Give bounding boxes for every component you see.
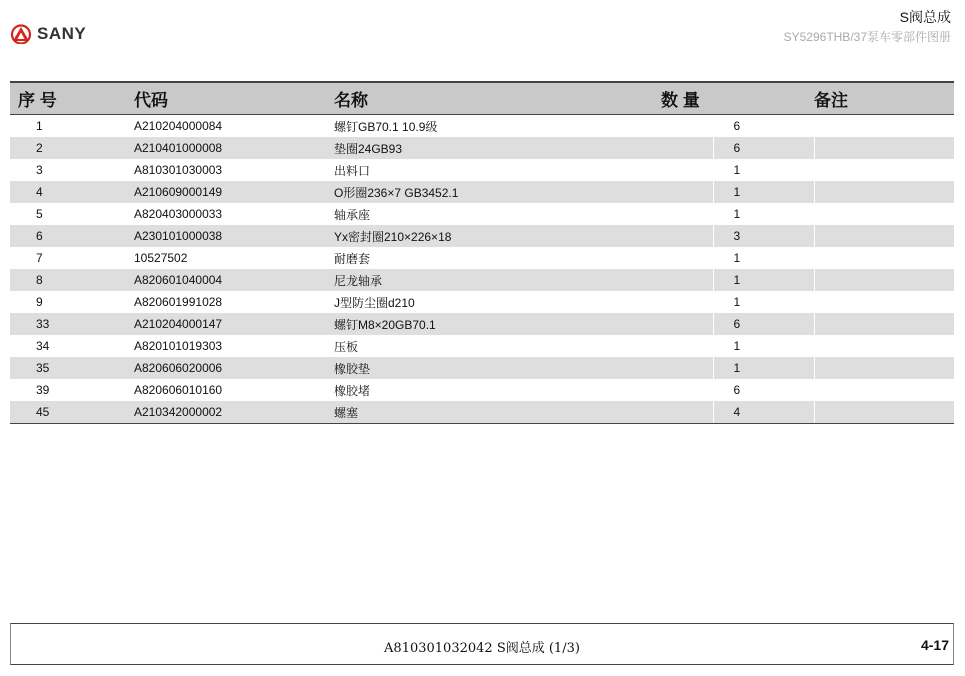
cell-remark [814, 247, 954, 269]
cell-remark [814, 379, 954, 401]
cell-seq: 4 [36, 185, 43, 199]
cell-remark [814, 115, 954, 138]
cell-seq: 45 [10, 401, 134, 424]
cell-remark [814, 225, 954, 247]
cell-name: 耐磨套 [334, 251, 371, 266]
cell-spacer [661, 225, 713, 247]
cell-code: A820403000033 [134, 207, 223, 221]
cell-qty: 1 [713, 181, 814, 203]
column-header-qty: 数 量 [661, 82, 814, 115]
cell-seq: 2 [36, 141, 43, 155]
table-row [10, 159, 954, 181]
column-header-name: 名称 [334, 82, 661, 115]
cell-seq: 5 [36, 207, 43, 221]
cell-seq: 34 [36, 339, 50, 353]
cell-code: A810301030003 [134, 163, 223, 177]
cell-code: A820101019303 [134, 339, 223, 353]
table-row [10, 181, 954, 203]
table-row [10, 203, 954, 225]
cell-qty: 1 [713, 357, 814, 379]
column-header-seq: 序 号 [10, 82, 134, 115]
cell-spacer [661, 203, 713, 225]
cell-remark [814, 137, 954, 159]
cell-spacer [661, 335, 713, 357]
cell-seq: 1 [36, 119, 43, 133]
cell-name: 橡胶堵 [334, 383, 371, 398]
document-title: S阀总成 [899, 9, 951, 25]
sany-logo [10, 24, 86, 44]
parts-table [10, 81, 954, 424]
column-header-code: 代码 [134, 82, 334, 115]
cell-name: 螺塞 [334, 401, 661, 424]
cell-spacer [661, 247, 713, 269]
cell-code: A210401000008 [134, 141, 223, 155]
table-row [10, 291, 954, 313]
cell-spacer [661, 181, 713, 203]
cell-remark [814, 291, 954, 313]
cell-spacer [661, 401, 713, 424]
cell-seq: 6 [36, 229, 43, 243]
table-row [10, 247, 954, 269]
cell-name: J型防尘圈d210 [334, 295, 415, 310]
cell-code: A820606020006 [134, 361, 223, 375]
cell-remark [814, 181, 954, 203]
cell-qty: 4 [713, 401, 814, 424]
cell-remark [814, 335, 954, 357]
cell-code: 10527502 [134, 251, 188, 265]
cell-name: 轴承座 [334, 207, 371, 222]
cell-name: 压板 [334, 339, 359, 354]
cell-qty: 6 [713, 115, 814, 138]
cell-code: A210609000149 [134, 185, 223, 199]
table-body [10, 115, 954, 424]
cell-qty: 1 [713, 247, 814, 269]
cell-spacer [661, 137, 713, 159]
cell-qty: 1 [713, 291, 814, 313]
table-row [10, 357, 954, 379]
table-header-row [10, 82, 954, 115]
cell-name: 螺钉GB70.1 10.9级 [334, 119, 438, 134]
cell-seq: 35 [36, 361, 50, 375]
cell-seq: 33 [36, 317, 50, 331]
column-header-remark: 备注 [814, 82, 954, 115]
cell-qty: 1 [713, 203, 814, 225]
table-row [10, 313, 954, 335]
cell-remark [814, 357, 954, 379]
cell-spacer [661, 269, 713, 291]
table-row [10, 379, 954, 401]
brand-name: SANY [37, 24, 87, 43]
cell-remark [814, 313, 954, 335]
cell-name: 螺钉M8×20GB70.1 [334, 317, 436, 332]
cell-name: 出料口 [334, 163, 371, 178]
cell-name: O形圈236×7 GB3452.1 [334, 185, 459, 200]
table-row [10, 401, 954, 424]
cell-qty: 6 [713, 137, 814, 159]
cell-qty: 1 [713, 335, 814, 357]
cell-spacer [661, 357, 713, 379]
cell-code: A210342000002 [134, 401, 334, 424]
cell-name: Yx密封圈210×226×18 [334, 229, 452, 244]
footer-caption: A810301032042 S阀总成 (1/3) [384, 641, 580, 656]
document-subtitle: SY5296THB/37泵车零部件图册 [783, 30, 951, 44]
page-number: 4-17 [920, 637, 949, 653]
table-row [10, 225, 954, 247]
cell-code: A820606010160 [134, 383, 223, 397]
cell-seq: 8 [36, 273, 43, 287]
cell-seq: 9 [36, 295, 43, 309]
cell-seq: 7 [36, 251, 43, 265]
cell-name: 垫圈24GB93 [334, 141, 403, 156]
cell-code: A210204000147 [134, 317, 223, 331]
cell-name: 橡胶垫 [334, 361, 371, 376]
cell-code: A820601040004 [134, 273, 223, 287]
cell-code: A820601991028 [134, 295, 223, 309]
cell-qty: 3 [713, 225, 814, 247]
cell-qty: 1 [713, 159, 814, 181]
table-row [10, 115, 954, 138]
cell-remark [814, 159, 954, 181]
cell-remark [814, 203, 954, 225]
cell-remark [814, 269, 954, 291]
page-footer [10, 623, 954, 665]
table-row [10, 335, 954, 357]
cell-name: 尼龙轴承 [334, 273, 383, 288]
cell-code: A210204000084 [134, 119, 223, 133]
cell-spacer [661, 291, 713, 313]
cell-spacer [661, 115, 713, 138]
cell-remark [814, 401, 954, 424]
cell-qty: 6 [713, 379, 814, 401]
cell-seq: 3 [36, 163, 43, 177]
cell-spacer [661, 313, 713, 335]
cell-spacer [661, 379, 713, 401]
sany-triangle-logo-icon [10, 24, 32, 44]
table-row [10, 269, 954, 291]
cell-qty: 6 [713, 313, 814, 335]
cell-spacer [661, 159, 713, 181]
cell-seq: 39 [36, 383, 50, 397]
cell-qty: 1 [713, 269, 814, 291]
table-row [10, 137, 954, 159]
cell-code: A230101000038 [134, 229, 223, 243]
